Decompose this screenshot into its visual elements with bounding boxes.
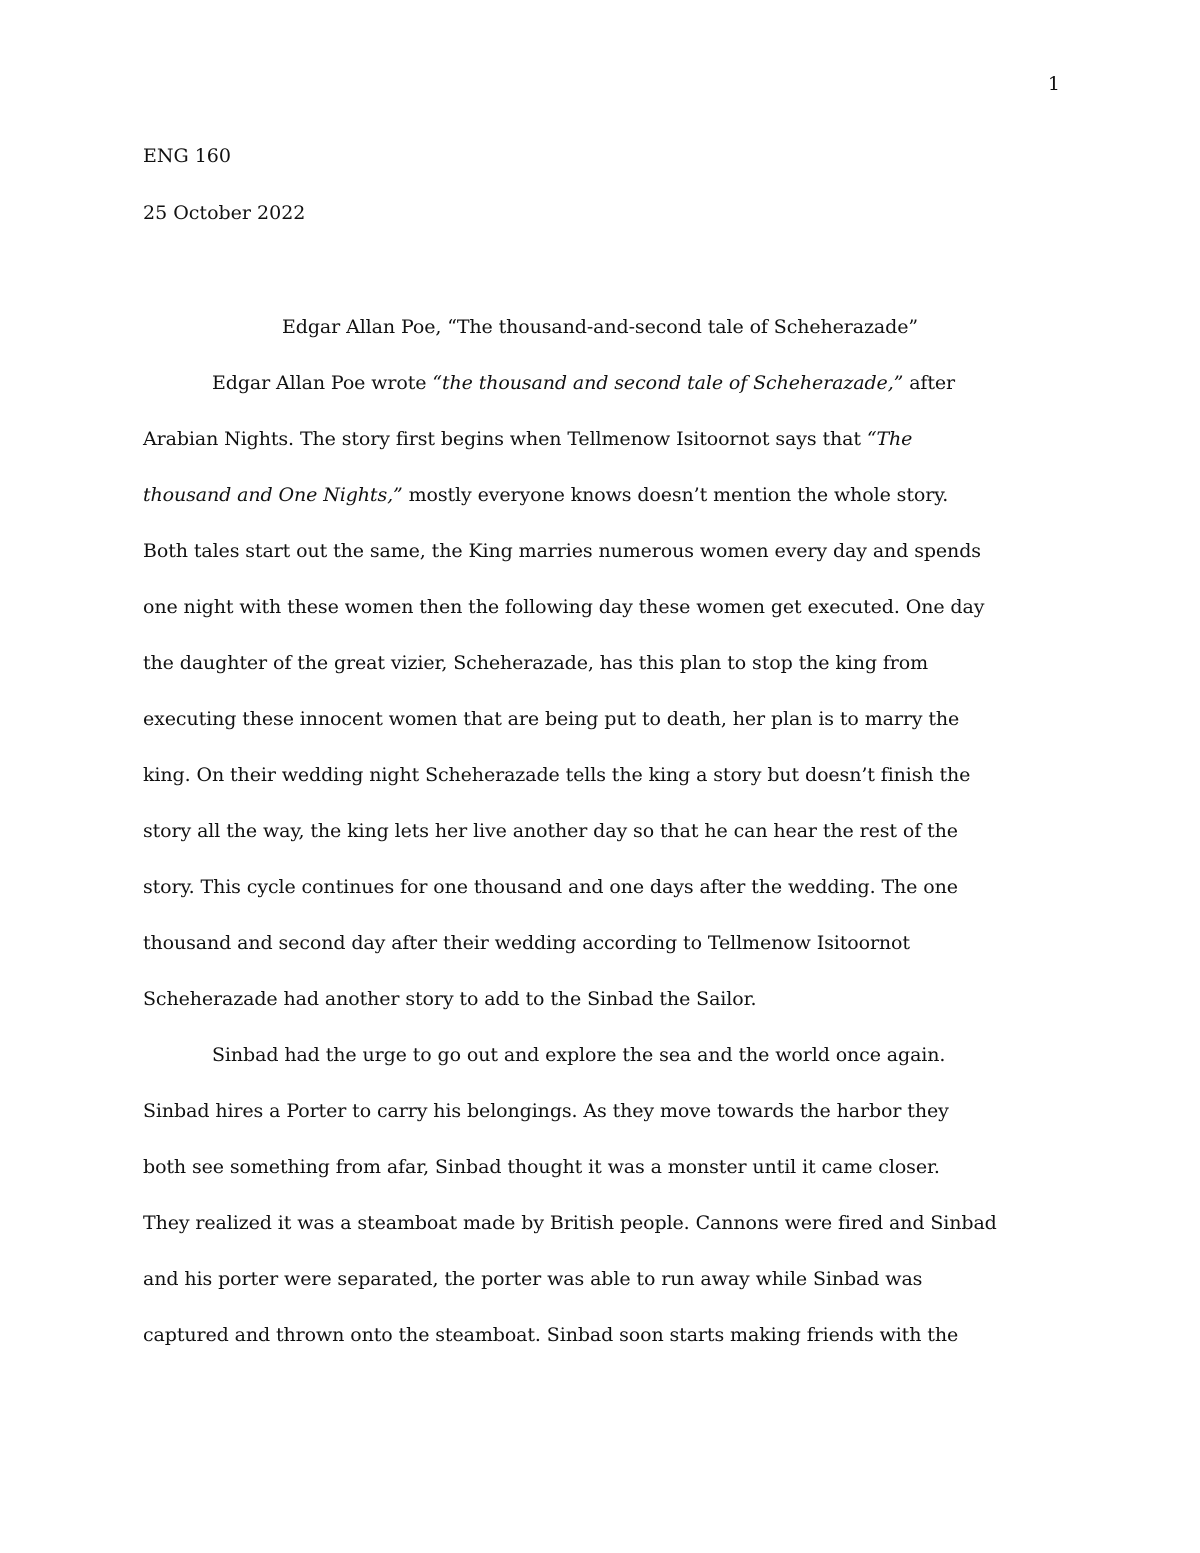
paragraph-1-line-5: one night with these women then the following day these women get executed. One day bbox=[143, 596, 985, 618]
course-line: ENG 160 bbox=[143, 145, 231, 167]
paragraph-1-line-8: king. On their wedding night Scheherazade tells the king a story but doesn’t finish the bbox=[143, 764, 971, 786]
paragraph-1-line-10: story. This cycle continues for one thousand and one days after the wedding. The one bbox=[143, 876, 958, 898]
page-number: 1 bbox=[1047, 73, 1060, 95]
paragraph-1-line-1: Edgar Allan Poe wrote “the thousand and second tale of Scheherazade,” after bbox=[212, 372, 956, 394]
paragraph-1-line-9: story all the way, the king lets her live another day so that he can hear the rest of the bbox=[143, 820, 958, 842]
paragraph-1-line-2: Arabian Nights. The story first begins when Tellmenow Isitoornot says that “The bbox=[143, 428, 913, 450]
paragraph-1-line-4: Both tales start out the same, the King marries numerous women every day and spends bbox=[143, 540, 981, 562]
date-line: 25 October 2022 bbox=[143, 202, 306, 224]
paragraph-1-line-11: thousand and second day after their wedding according to Tellmenow Isitoornot bbox=[143, 932, 910, 954]
italic-title-reference: thousand and One Nights,” bbox=[143, 484, 403, 506]
paragraph-1-line-12: Scheherazade had another story to add to the Sinbad the Sailor. bbox=[143, 988, 757, 1010]
paragraph-1-line-3: thousand and One Nights,” mostly everyone knows doesn’t mention the whole story. bbox=[143, 484, 949, 506]
paragraph-2-line-5: and his porter were separated, the porter was able to run away while Sinbad was bbox=[143, 1268, 923, 1290]
paragraph-1-line-6: the daughter of the great vizier, Scheherazade, has this plan to stop the king from bbox=[143, 652, 929, 674]
paragraph-2-line-2: Sinbad hires a Porter to carry his belongings. As they move towards the harbor they bbox=[143, 1100, 949, 1122]
italic-title-reference: “The bbox=[866, 428, 913, 450]
paragraph-2-line-1: Sinbad had the urge to go out and explore the sea and the world once again. bbox=[212, 1044, 946, 1066]
paragraph-2-line-3: both see something from afar, Sinbad thought it was a monster until it came closer. bbox=[143, 1156, 940, 1178]
essay-title: Edgar Allan Poe, “The thousand-and-second tale of Scheherazade” bbox=[282, 316, 918, 338]
paragraph-2-line-6: captured and thrown onto the steamboat. Sinbad soon starts making friends with the bbox=[143, 1324, 959, 1346]
paragraph-1-line-7: executing these innocent women that are being put to death, her plan is to marry the bbox=[143, 708, 960, 730]
paragraph-2-line-4: They realized it was a steamboat made by British people. Cannons were fired and Sinbad bbox=[143, 1212, 997, 1234]
italic-title-reference: “the thousand and second tale of Scheherazade,” bbox=[432, 372, 904, 394]
